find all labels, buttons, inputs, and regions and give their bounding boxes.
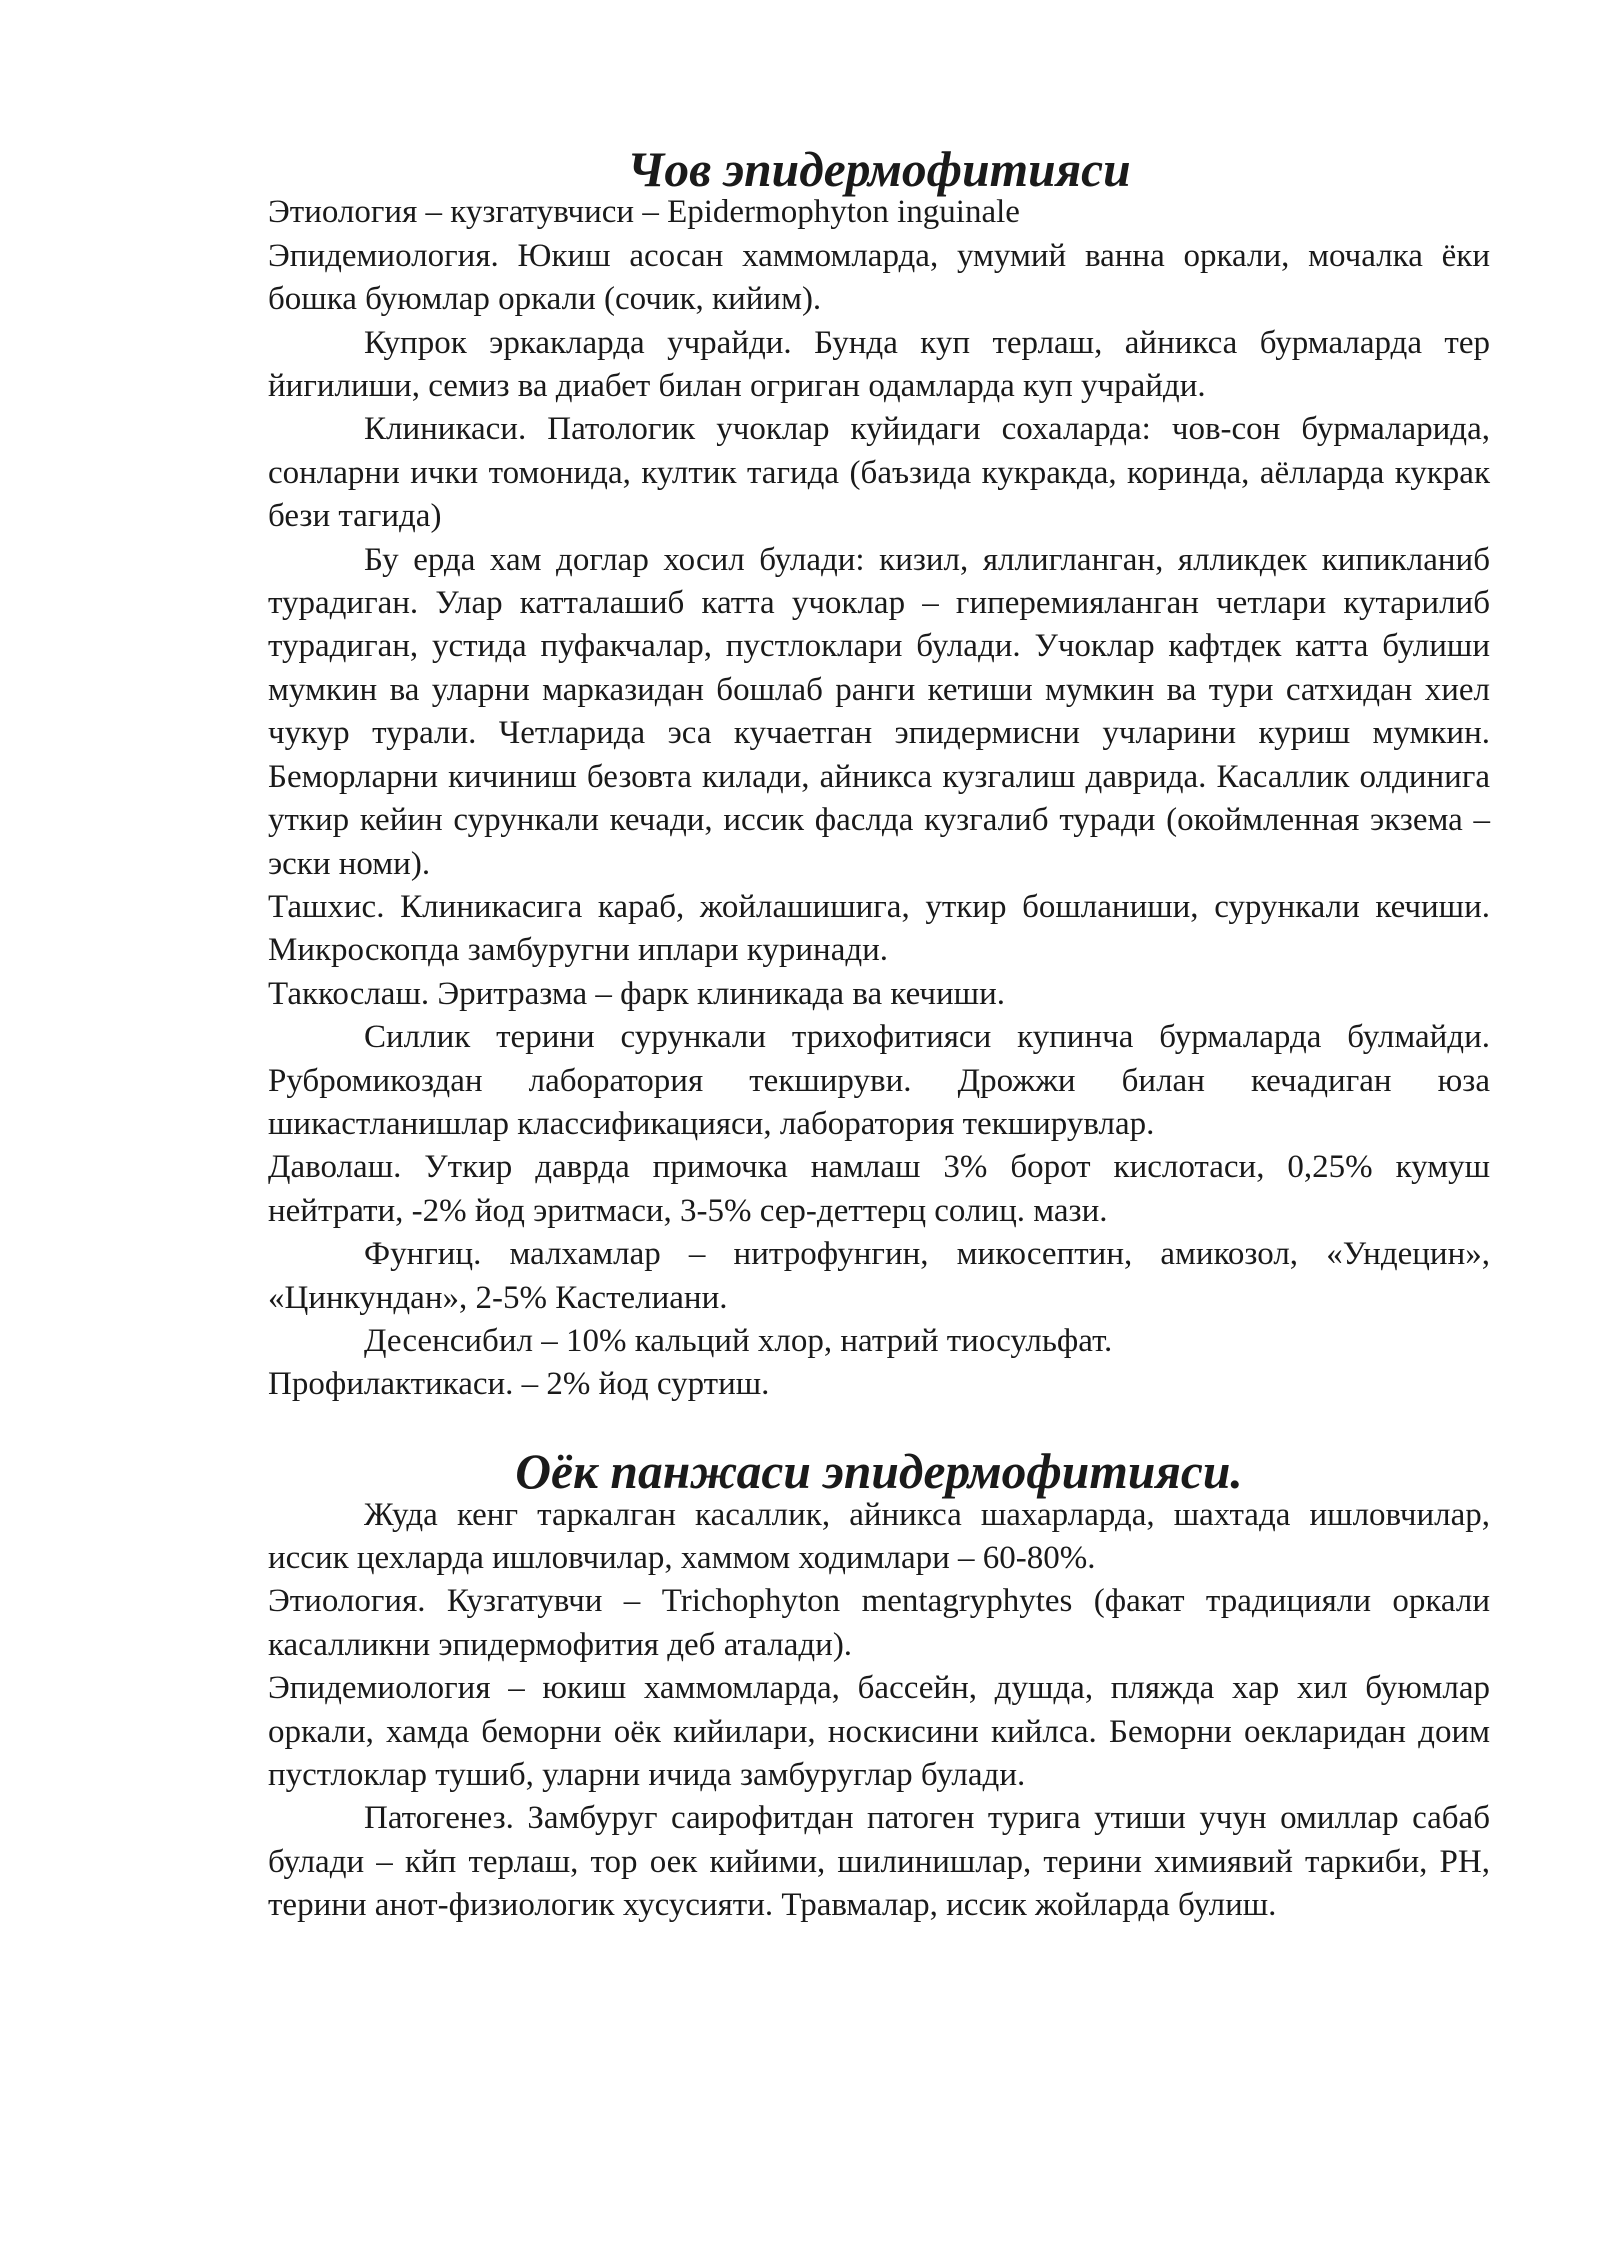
paragraph-etiology: Этиология. Кузгатувчи – Trichophyton mentagryphytes (факат традицияли оркали касалликни эпидермофития деб аталади). (268, 1583, 1490, 1663)
paragraph-occurrence: Купрок эркакларда учрайди. Бунда куп терлаш, айникса бурмаларда тер йигилиши, семиз ва диабет билан огриган одамларда куп учрайди. (268, 324, 1490, 405)
section-foot-epidermophytosis (268, 1444, 1490, 1927)
paragraph-prophylaxis: Профилактикаси. – 2% йод суртиш. (268, 1366, 770, 1403)
paragraph-prevalence: Жуда кенг таркалган касаллик, айникса шахарларда, шахтада ишловчилар, иссик цехларда ишловчилар, хаммом ходимлари – 60-80%. (268, 1496, 1490, 1576)
paragraph-epidemiology: Эпидемиология. Юкиш асосан хаммомларда, умумий ванна оркали, мочалка ёки бошка буюмлар оркали (сочик, кийим). (268, 237, 1490, 318)
document-page (268, 142, 1490, 1928)
paragraph-fungicides: Фунгиц. малхамлар – нитрофунгин, микосептин, амикозол, «Ундецин», «Цинкундан», 2-5% Кастелиани. (268, 1236, 1490, 1316)
paragraph-desensitization: Десенсибил – 10% кальций хлор, натрий тиосульфат. (364, 1322, 1113, 1359)
paragraph-lesions: Бу ерда хам доглар хосил булади: кизил, яллигланган, ялликдек кипикланиб турадиган. Улар катталашиб катта учоклар – гиперемияланган четлари кутарилиб турадиган, устида пуфакчалар, пустлоклари булади. Учоклар кафтдек катта булиши мумкин ва уларни марказидан бошлаб ранги кетиши мумкин ва тури сатхидан хиел чукур турали. Четларида эса кучаетган эпидермисни учларини куриш мумкин. Беморларни кичиниш безовта килади, айникса кузгалиш даврида. Касаллик олдинига уткир кейин сурункали кечади, иссик фаслда кузгалиб туради (окоймленная экзема – эски номи). (268, 541, 1490, 882)
section-title: Оёк панжаси эпидермофитияси. (515, 1444, 1243, 1500)
paragraph-diagnosis: Ташхис. Клиникасига караб, жойлашишига, уткир бошланиши, сурункали кечиши. Микроскопда замбуругни иплари куринади. (268, 888, 1490, 969)
section-title: Чов эпидермофитияси (627, 142, 1131, 197)
section-groin-epidermophytosis (268, 142, 1490, 1407)
paragraph-trichophytosis: Силлик терини сурункали трихофитияси купинча бурмаларда булмайди. Рубромикоздан лаборатория текшируви. Дрожжи билан кечадиган юза шикастланишлар классификацияси, лаборатория текширувлар. (268, 1019, 1490, 1142)
paragraph-differential: Таккослаш. Эритразма – фарк клиникада ва кечиши. (268, 975, 1005, 1012)
paragraph-epidemiology: Эпидемиология – юкиш хаммомларда, бассейн, душда, пляжда хар хил буюмлар оркали, хамда беморни оёк кийилари, носкисини кийлса. Беморни оекларидан доим пустлоклар тушиб, уларни ичида замбуруглар булади. (268, 1670, 1490, 1794)
paragraph-treatment: Даволаш. Уткир даврда примочка намлаш 3% борот кислотаси, 0,25% кумуш нейтрати, -2% йод эритмаси, 3-5% сер-деттерц солиц. мази. (268, 1149, 1490, 1229)
paragraph-pathogenesis: Патогенез. Замбуруг саирофитдан патоген турига утиши учун омиллар сабаб булади – кйп терлаш, тор оек кийими, шилинишлар, терини химиявий таркиби, РН, терини анот-физиологик хусусияти. Травмалар, иссик жойларда булиш. (268, 1800, 1490, 1924)
paragraph-clinical: Клиникаси. Патологик учоклар куйидаги сохаларда: чов-сон бурмаларида, сонларни ички томонида, култик тагида (баъзида кукракда, коринда, аёлларда кукрак бези тагида) (268, 411, 1490, 535)
paragraph-etiology: Этиология – кузгатувчиси – Epidermophyton inguinale (268, 194, 1020, 231)
